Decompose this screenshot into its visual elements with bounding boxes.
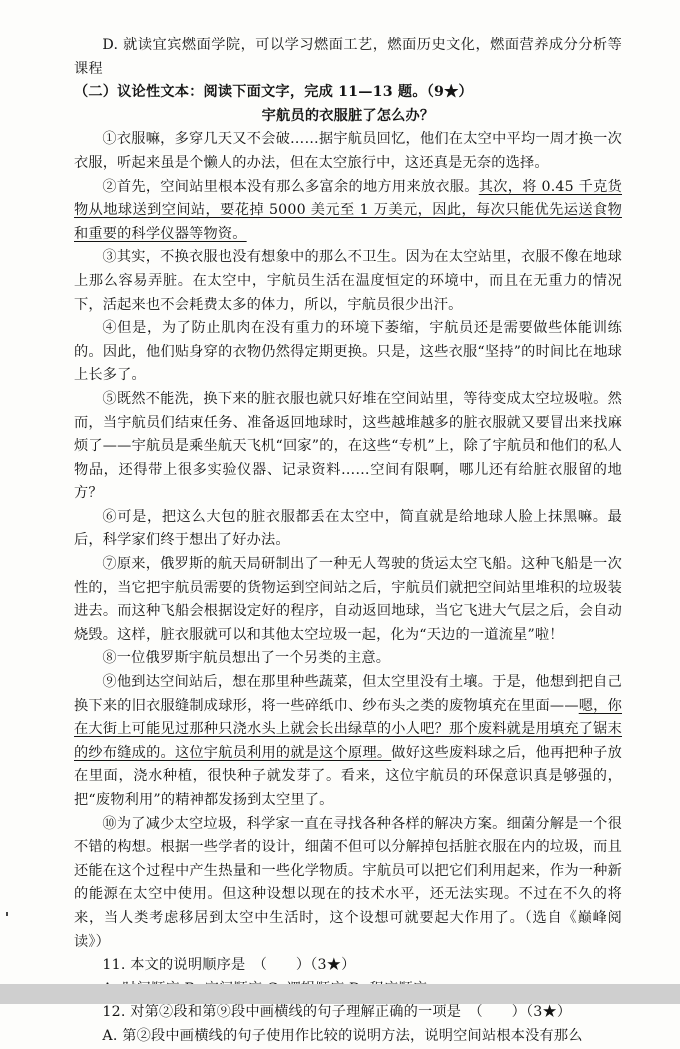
- paragraph-5: ⑤既然不能洗，换下来的脏衣服也就只好堆在空间站里，等待变成太空垃圾啦。然而，当宇航员们结束任务、准备返回地球时，这些越堆越多的脏衣服就又要冒出来找麻烦了——宇航员是乘坐航天飞机“回家”的，在这些“专机”上，除了宇航员和他们的私人物品，还得带上很多实验仪器、记录资料……空间有限啊，哪儿还有给脏衣服留的地方？: [74, 390, 622, 502]
- paragraph-9-text-pre: ⑨他到达空间站后，想在那里种些蔬菜，但太空里没有土壤。于是，他想到把自己换下来的旧衣服缝制成球形，将一些碎纸巾、纱布头之类的废物填充在里面——: [74, 674, 622, 714]
- paragraph-3: ③其实，不换衣服也没有想象中的那么不卫生。因为在太空站里，衣服不像在地球上那么容易弄脏。在太空中，宇航员生活在温度恒定的环境中，而且在无重力的情况下，活起来也不会耗费太多的体力，所以，宇航员很少出汗。: [74, 249, 622, 313]
- article-title: 宇航员的衣服脏了怎么办？: [261, 107, 435, 124]
- option-d: D. 就读宜宾燃面学院，可以学习燃面工艺，燃面历史文化，燃面营养成分分析等课程: [74, 37, 622, 77]
- underlined-sentence-2: 其次，将 0.45 千克货物从地球送到空间站，要花掉 5000 美元至 1 万美元，因此，每次只能优先运送食物和重要的科学仪器等物资。: [74, 178, 622, 242]
- scan-mark: [6, 912, 8, 916]
- question-12: 12. 对第②段和第⑨段中画横线的句子理解正确的一项是 （ ）（3★）: [102, 1004, 572, 1021]
- document-body: [74, 34, 622, 1049]
- paragraph-2: [74, 176, 622, 247]
- paragraph-1: ①衣服嘛，多穿几天又不会破……据宇航员回忆，他们在太空中平均一周才换一次衣服，听起来虽是个懒人的办法，但在太空旅行中，这还真是无奈的选择。: [74, 131, 622, 171]
- question-11: 11. 本文的说明顺序是 （ ）（3★）: [102, 957, 356, 974]
- section-heading: （二）议论性文本：阅读下面文字，完成 11—13 题。（9★）: [74, 84, 473, 101]
- paragraph-9-text-post: 做好这些废料球之后，他再把种子放在里面，浇水种植，很快种子就发芽了。看来，这位宇航员的环保意识真是够强的，把“废物利用”的精神都发扬到太空里了。: [74, 744, 622, 808]
- question-12-option-a: A. 第②段中画横线的句子使用作比较的说明方法，说明空间站根本没有那么: [102, 1027, 583, 1044]
- bottom-scan-bar: [0, 984, 680, 1004]
- paragraph-8: ⑧一位俄罗斯宇航员想出了一个另类的主意。: [102, 650, 391, 667]
- paragraph-7: ⑦原来，俄罗斯的航天局研制出了一种无人驾驶的货运太空飞船。这种飞船是一次性的，当它把宇航员需要的货物运到空间站之后，宇航员们就把空间站里堆积的垃圾装进去。而这种飞船会根据设定好的程序，自动返回地球，当它飞进大气层之后，会自动烧毁。这样，脏衣服就可以和其他太空垃圾一起，化为“天边的一道流星”啦！: [74, 556, 622, 643]
- underlined-sentence-9: 嗯，你在大街上可能见过那种只浇水头上就会长出绿草的小人吧？那个废料就是用填充了锯末的纱布缝成的。这位宇航员利用的就是这个原理。: [74, 697, 622, 761]
- paragraph-10: ⑩为了减少太空垃圾，科学家一直在寻找各种各样的解决方案。细菌分解是一个很不错的构想。根据一些学者的设计，细菌不但可以分解掉包括脏衣服在内的垃圾，而且还能在这个过程中产生热量和一些化学物质。宇航员可以把它们利用起来，作为一种新的能源在太空中使用。但这种设想以现在的技术水平，还无法实现。不过在不久的将来，当人类考虑移居到太空中生活时，这个设想可就要起大作用了。（选自《巅峰阅读》）: [74, 815, 622, 950]
- paragraph-6: ⑥可是，把这么大包的脏衣服都丢在太空中，简直就是给地球人脸上抹黑嘛。最后，科学家们终于想出了好办法。: [74, 508, 622, 549]
- paragraph-2-text: ②首先，空间站里根本没有那么多富余的地方用来放衣服。: [102, 178, 479, 195]
- paragraph-9: [74, 671, 622, 813]
- paragraph-4: ④但是，为了防止肌肉在没有重力的环境下萎缩，宇航员还是需要做些体能训练的。因此，他们贴身穿的衣物仍然得定期更换。只是，这些衣服“坚持”的时间比在地球上长多了。: [74, 320, 622, 384]
